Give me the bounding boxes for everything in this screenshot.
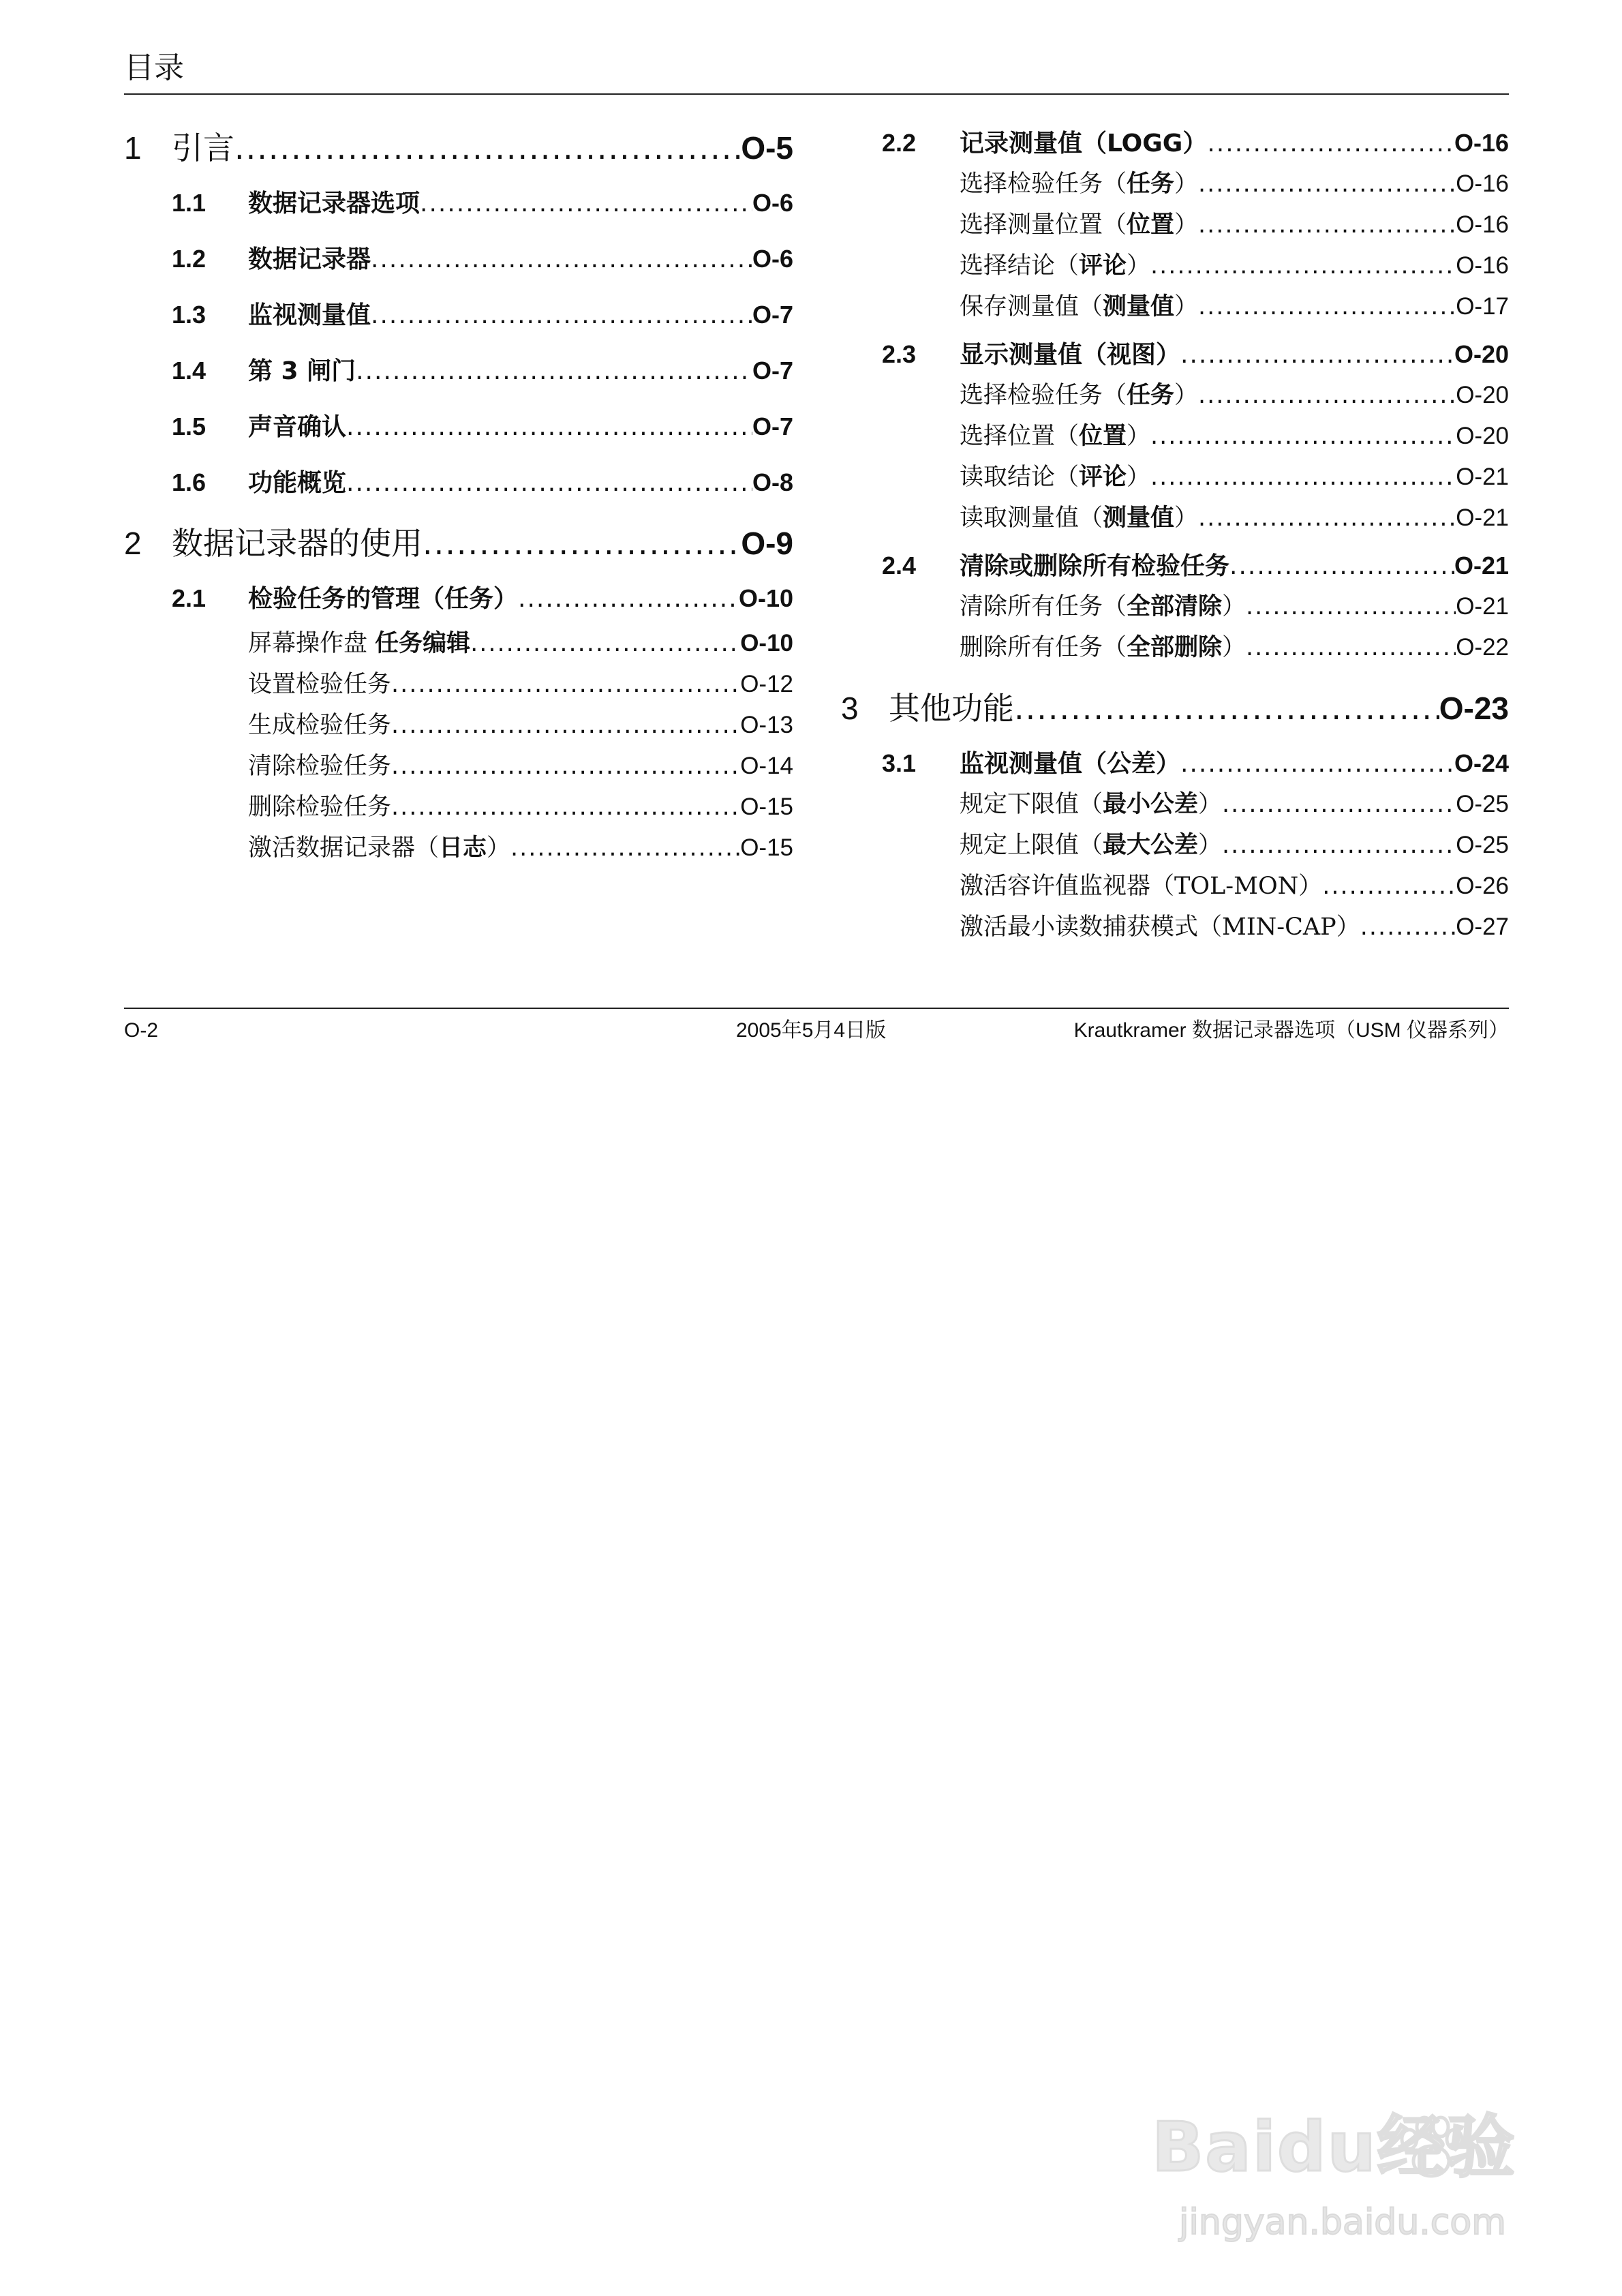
toc-entry[interactable]	[841, 123, 1509, 164]
toc-title-suffix: ）	[1127, 252, 1151, 280]
dot-leader	[1180, 335, 1454, 376]
toc-title-emphasis: 最小公差	[1103, 790, 1199, 818]
toc-title-suffix: ）	[1174, 293, 1199, 320]
toc-title-text: 数据记录器选项	[248, 190, 420, 217]
toc-entry[interactable]	[124, 578, 793, 619]
toc-title-text: 清除所有任务（	[960, 593, 1127, 620]
toc-page-ref[interactable]: O-7	[752, 357, 793, 384]
dot-leader	[1198, 205, 1456, 245]
toc-title	[960, 205, 1198, 245]
toc-title-suffix: ）	[1174, 504, 1199, 532]
toc-page-ref[interactable]: O-16	[1454, 129, 1509, 157]
dot-leader	[510, 828, 740, 868]
toc-entry[interactable]	[124, 828, 793, 868]
toc-title-text: 功能概览	[248, 469, 347, 497]
toc-title	[172, 518, 423, 569]
toc-number: 1.6	[172, 468, 206, 496]
toc-title-suffix: ）	[1174, 382, 1199, 409]
toc-page-ref[interactable]: O-8	[752, 468, 793, 496]
toc-title	[248, 295, 371, 336]
watermark-url: jingyan.baidu.com	[1179, 2202, 1506, 2243]
dot-leader	[391, 705, 740, 746]
toc-page-ref[interactable]: O-21	[1454, 552, 1509, 579]
toc-page-ref[interactable]: O-16	[1456, 252, 1509, 279]
dot-leader	[1246, 586, 1456, 627]
toc-title-text: 第 3 闸门	[248, 357, 356, 385]
toc-number: 3	[841, 691, 859, 726]
toc-number: 1.5	[172, 412, 206, 440]
toc-title-text: 声音确认	[248, 413, 347, 441]
toc-entry[interactable]	[124, 294, 793, 335]
toc-title-emphasis: 位置	[1079, 422, 1127, 450]
dot-leader	[1198, 498, 1456, 539]
toc-title	[172, 123, 234, 173]
toc-title	[960, 123, 1207, 164]
dot-leader	[356, 351, 752, 392]
toc-title-text: 监视测量值	[248, 301, 371, 329]
toc-page-ref[interactable]: O-6	[752, 189, 793, 217]
toc-page-ref[interactable]: O-5	[741, 130, 793, 166]
toc-number: 1	[124, 130, 142, 166]
toc-title	[248, 705, 391, 746]
dot-leader	[1150, 245, 1456, 286]
toc-page-ref[interactable]: O-21	[1456, 593, 1509, 620]
toc-title-suffix: ）	[1222, 634, 1246, 661]
toc-page-ref[interactable]: O-7	[752, 412, 793, 440]
toc-title-emphasis: 任务编辑	[375, 629, 471, 657]
dot-leader	[1014, 683, 1439, 734]
toc-page-ref[interactable]: O-16	[1456, 170, 1509, 197]
toc-title	[960, 286, 1198, 327]
toc-title-suffix: ）	[1222, 593, 1246, 620]
toc-title-suffix: ）	[1174, 211, 1199, 239]
toc-entry[interactable]	[841, 245, 1509, 286]
dot-leader	[371, 295, 752, 336]
toc-title-emphasis: 评论	[1079, 463, 1127, 491]
dot-leader	[391, 746, 740, 787]
toc-title-text: 清除检验任务	[248, 753, 392, 780]
toc-entry[interactable]	[841, 866, 1509, 907]
dot-leader	[1207, 123, 1454, 164]
toc-entry[interactable]	[841, 545, 1509, 586]
toc-number: 1.2	[172, 245, 206, 273]
toc-title-emphasis: 最大公差	[1103, 831, 1199, 859]
toc-entry[interactable]	[841, 286, 1509, 327]
baidu-watermark	[1152, 2106, 1533, 2256]
toc-title	[960, 546, 1229, 587]
toc-title-text: 选择检验任务（	[960, 170, 1127, 198]
dot-leader	[391, 787, 740, 828]
footer-divider	[124, 1008, 1509, 1009]
toc-title	[960, 245, 1150, 286]
dot-leader	[1222, 825, 1456, 866]
toc-page-ref[interactable]: O-26	[1456, 873, 1509, 899]
footer-page-number: O-2	[124, 1019, 159, 1042]
toc-entry[interactable]	[124, 746, 793, 787]
toc-title-suffix: ）	[1198, 832, 1223, 859]
toc-page-ref[interactable]: O-13	[740, 712, 793, 738]
toc-number: 1.4	[172, 357, 206, 384]
footer-product: Krautkramer 数据记录器选项（USM 仪器系列）	[1073, 1019, 1509, 1042]
dot-leader	[391, 664, 740, 705]
toc-entry[interactable]	[124, 623, 793, 664]
toc-title-text: 显示测量值（视图）	[960, 341, 1181, 369]
watermark-logo: Baidu经验	[1152, 2107, 1516, 2187]
toc-title-suffix: ）	[1127, 423, 1151, 450]
toc-title-text: 其他功能	[889, 690, 1014, 727]
toc-number: 3.1	[882, 749, 917, 777]
toc-page-ref[interactable]: O-22	[1456, 634, 1509, 661]
toc-page-ref[interactable]: O-17	[1456, 293, 1509, 320]
toc-title-text: 激活数据记录器（	[248, 834, 440, 862]
toc-title-text: 记录测量值（LOGG）	[960, 130, 1208, 157]
toc-title-text: 保存测量值（	[960, 293, 1103, 320]
toc-title-text: 数据记录器的使用	[172, 525, 423, 562]
toc-title-emphasis: 评论	[1079, 252, 1127, 280]
toc-entry[interactable]	[841, 205, 1509, 245]
toc-title	[960, 457, 1150, 498]
toc-page-ref[interactable]: O-25	[1456, 832, 1509, 858]
toc-title-emphasis: 测量值	[1103, 292, 1175, 320]
toc-entry[interactable]	[841, 164, 1509, 205]
toc-page-ref[interactable]: O-21	[1456, 504, 1509, 531]
toc-title-suffix: ）	[1174, 170, 1199, 198]
toc-title-text: 读取结论（	[960, 464, 1080, 491]
toc-title-text: 屏幕操作盘	[248, 630, 376, 657]
toc-page-ref[interactable]: O-10	[740, 630, 793, 656]
toc-title	[960, 784, 1222, 825]
toc-left-column	[124, 123, 793, 868]
toc-entry[interactable]	[124, 518, 793, 569]
toc-entry[interactable]	[124, 183, 793, 224]
toc-entry[interactable]	[124, 123, 793, 173]
toc-entry[interactable]	[124, 350, 793, 391]
toc-title-text: 选择测量位置（	[960, 211, 1127, 239]
toc-title-text: 监视测量值（公差）	[960, 750, 1181, 778]
dot-leader	[1150, 457, 1456, 498]
toc-title	[960, 907, 1360, 948]
toc-title-text: 引言	[172, 130, 234, 166]
toc-title-suffix: ）	[1198, 791, 1223, 818]
toc-entry[interactable]	[841, 586, 1509, 627]
toc-page-ref[interactable]: O-15	[740, 794, 793, 820]
dot-leader	[1360, 907, 1456, 948]
toc-title	[960, 335, 1180, 376]
toc-entry[interactable]	[841, 334, 1509, 375]
toc-title-emphasis: 任务	[1127, 381, 1175, 409]
toc-entry[interactable]	[841, 627, 1509, 668]
toc-number: 2	[124, 526, 142, 561]
toc-page-ref[interactable]: O-15	[740, 834, 793, 861]
dot-leader	[346, 463, 752, 504]
toc-page-ref[interactable]: O-21	[1456, 464, 1509, 490]
page-title: 目录	[124, 50, 184, 85]
toc-entry[interactable]	[841, 907, 1509, 948]
toc-page-ref[interactable]: O-6	[752, 245, 793, 273]
toc-title	[960, 586, 1246, 627]
dot-leader	[1322, 866, 1456, 907]
toc-title	[248, 579, 518, 620]
toc-page-ref[interactable]: O-7	[752, 301, 793, 329]
toc-page-ref[interactable]: O-16	[1456, 211, 1509, 238]
toc-title-text: 检验任务的管理（任务）	[248, 585, 519, 613]
toc-title	[248, 239, 371, 280]
toc-title	[960, 627, 1246, 668]
toc-title-text: 清除或删除所有检验任务	[960, 552, 1230, 580]
toc-entry[interactable]	[124, 406, 793, 447]
toc-entry[interactable]	[124, 787, 793, 828]
toc-title-text: 数据记录器	[248, 245, 371, 273]
toc-title-suffix: ）	[1127, 464, 1151, 491]
toc-title	[248, 463, 346, 504]
toc-page-ref[interactable]: O-27	[1456, 913, 1509, 940]
toc-title	[248, 828, 510, 868]
toc-number: 2.2	[882, 129, 917, 157]
toc-title	[248, 746, 391, 787]
toc-entry[interactable]	[841, 416, 1509, 457]
toc-title-emphasis: 日志	[439, 834, 487, 862]
toc-title	[960, 744, 1180, 785]
toc-entry[interactable]	[124, 462, 793, 503]
toc-title-text: 选择结论（	[960, 252, 1080, 280]
toc-title	[248, 407, 346, 448]
dot-leader	[1198, 286, 1456, 327]
toc-title	[248, 787, 391, 828]
toc-title	[248, 664, 391, 705]
toc-title-text: 规定上限值（	[960, 832, 1103, 859]
toc-title-suffix: ）	[487, 834, 511, 862]
toc-title-emphasis: 全部删除	[1127, 633, 1223, 661]
toc-title-text: 删除检验任务	[248, 794, 392, 821]
dot-leader	[1222, 784, 1456, 825]
toc-title	[248, 351, 356, 392]
toc-page-ref[interactable]: O-10	[738, 584, 793, 612]
toc-title	[960, 164, 1198, 205]
dot-leader	[1180, 744, 1454, 785]
toc-title	[248, 183, 420, 224]
toc-title-text: 选择位置（	[960, 423, 1080, 450]
toc-entry[interactable]	[841, 784, 1509, 825]
dot-leader	[1246, 627, 1456, 668]
toc-title	[960, 498, 1198, 539]
toc-page-ref[interactable]: O-20	[1454, 340, 1509, 368]
toc-number: 2.4	[882, 552, 917, 579]
toc-title	[889, 683, 1014, 734]
toc-title-text: 规定下限值（	[960, 791, 1103, 818]
toc-number: 1.1	[172, 189, 206, 217]
toc-page-ref[interactable]: O-25	[1456, 791, 1509, 817]
toc-title-text: 设置检验任务	[248, 671, 392, 698]
dot-leader	[1198, 375, 1456, 416]
toc-title-emphasis: 任务	[1127, 170, 1175, 198]
toc-number: 2.1	[172, 584, 206, 612]
footer-edition: 2005年5月4日版	[736, 1019, 887, 1042]
dot-leader	[423, 518, 741, 569]
toc-page-ref[interactable]: O-14	[740, 753, 793, 779]
toc-title	[960, 825, 1222, 866]
toc-title	[248, 623, 470, 664]
toc-title	[960, 416, 1150, 457]
toc-entry[interactable]	[124, 705, 793, 746]
toc-page-ref[interactable]: O-23	[1439, 691, 1509, 726]
dot-leader	[420, 183, 752, 224]
toc-title-text: 读取测量值（	[960, 504, 1103, 532]
dot-leader	[234, 123, 741, 173]
dot-leader	[1150, 416, 1456, 457]
toc-number: 1.3	[172, 301, 206, 329]
toc-entry[interactable]	[841, 683, 1509, 734]
toc-page-ref[interactable]: O-12	[740, 671, 793, 697]
toc-page-ref[interactable]: O-24	[1454, 749, 1509, 777]
toc-page-ref[interactable]: O-20	[1456, 423, 1509, 449]
toc-entry[interactable]	[841, 825, 1509, 866]
dot-leader	[470, 623, 740, 664]
toc-entry[interactable]	[124, 664, 793, 705]
toc-title	[960, 866, 1322, 907]
dot-leader	[1198, 164, 1456, 205]
toc-title-text: 删除所有任务（	[960, 634, 1127, 661]
toc-title-text: 激活最小读数捕获模式（MIN-CAP）	[960, 913, 1360, 941]
toc-title-emphasis: 全部清除	[1127, 592, 1223, 620]
toc-entry[interactable]	[841, 375, 1509, 416]
toc-title-text: 选择检验任务（	[960, 382, 1127, 409]
toc-right-column	[841, 123, 1509, 948]
dot-leader	[518, 579, 739, 620]
toc-entry[interactable]	[124, 239, 793, 280]
toc-title	[960, 375, 1198, 416]
toc-number: 2.3	[882, 340, 917, 368]
toc-page-ref[interactable]: O-9	[741, 526, 793, 561]
toc-page-ref[interactable]: O-20	[1456, 382, 1509, 408]
dot-leader	[371, 239, 752, 280]
dot-leader	[346, 407, 752, 448]
toc-entry[interactable]	[841, 498, 1509, 539]
toc-title-text: 生成检验任务	[248, 712, 392, 739]
toc-entry[interactable]	[841, 743, 1509, 784]
toc-title-emphasis: 位置	[1127, 211, 1175, 239]
toc-entry[interactable]	[841, 457, 1509, 498]
toc-title-emphasis: 测量值	[1103, 504, 1175, 532]
paw-icon	[1390, 2106, 1472, 2188]
dot-leader	[1229, 546, 1454, 587]
header-divider	[124, 93, 1509, 95]
toc-title-text: 激活容许值监视器（TOL-MON）	[960, 873, 1323, 900]
